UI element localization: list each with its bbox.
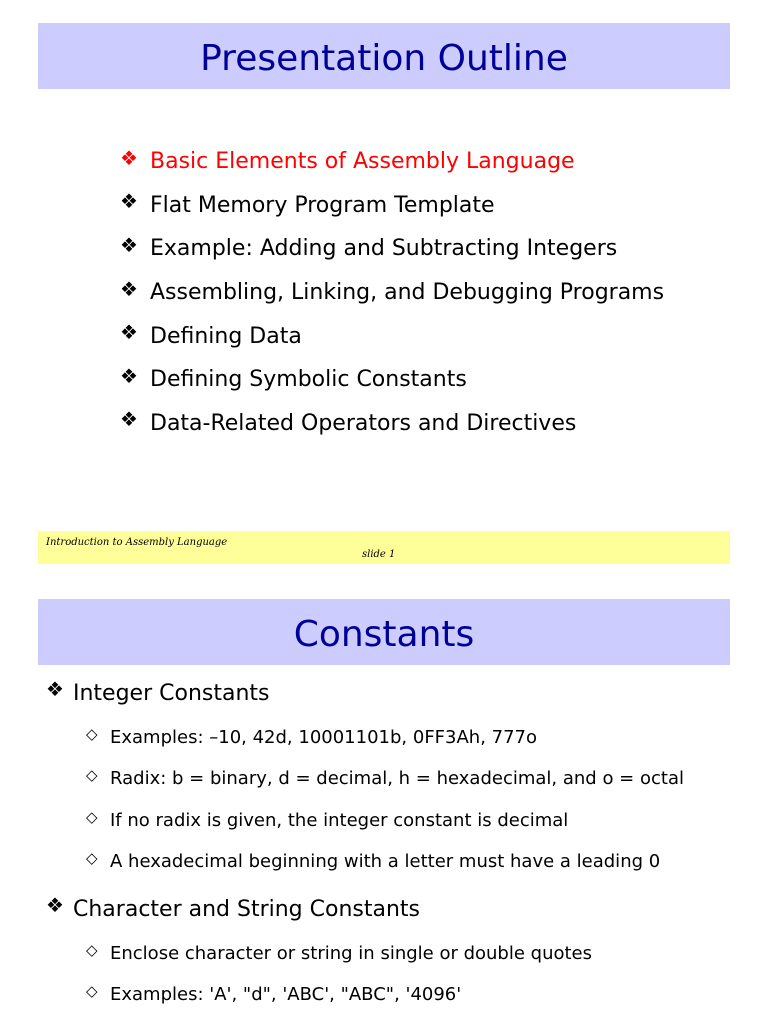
- section-heading: [46, 676, 270, 710]
- footer-slide-number: slide 1: [362, 549, 396, 560]
- outline-item-label: Defining Data: [150, 323, 302, 349]
- list-item: [86, 763, 684, 793]
- list-item-label: Examples: 'A', "d", 'ABC', "ABC", '4096': [110, 983, 462, 1005]
- outline-item: [120, 184, 664, 228]
- outline-item: [120, 358, 664, 402]
- slide-footer: [38, 531, 730, 564]
- list-item: [86, 722, 537, 752]
- outline-list: [120, 140, 664, 445]
- hollow-diamond-bullet-icon: ◇: [86, 849, 98, 867]
- list-item: [86, 979, 461, 1009]
- diamond-bullet-icon: ❖: [120, 145, 138, 170]
- outline-item: [120, 314, 664, 358]
- hollow-diamond-bullet-icon: ◇: [86, 941, 98, 959]
- hollow-diamond-bullet-icon: ◇: [86, 766, 98, 784]
- hollow-diamond-bullet-icon: ◇: [86, 725, 98, 743]
- outline-item-label: Data-Related Operators and Directives: [150, 410, 577, 436]
- section-heading: [46, 892, 420, 926]
- slide2-title-bar: [38, 599, 730, 665]
- hollow-diamond-bullet-icon: ◇: [86, 808, 98, 826]
- list-item-label: A hexadecimal beginning with a letter must have a leading 0: [110, 850, 661, 872]
- outline-item: [120, 227, 664, 271]
- diamond-bullet-icon: ❖: [120, 189, 138, 214]
- slide1-title: Presentation Outline: [200, 37, 568, 79]
- diamond-bullet-icon: ❖: [120, 363, 138, 388]
- diamond-bullet-icon: ❖: [46, 893, 64, 917]
- list-item: [86, 805, 568, 835]
- outline-item: [120, 402, 664, 446]
- outline-item-label: Example: Adding and Subtracting Integers: [150, 236, 618, 262]
- diamond-bullet-icon: ❖: [120, 320, 138, 345]
- list-item: [86, 846, 660, 876]
- diamond-bullet-icon: ❖: [46, 677, 64, 701]
- outline-item: [120, 271, 664, 315]
- list-item-label: Radix: b = binary, d = decimal, h = hexadecimal, and o = octal: [110, 767, 684, 789]
- hollow-diamond-bullet-icon: ◇: [86, 982, 98, 1000]
- list-item-label: Enclose character or string in single or double quotes: [110, 942, 593, 964]
- diamond-bullet-icon: ❖: [120, 276, 138, 301]
- list-item: [86, 938, 592, 968]
- diamond-bullet-icon: ❖: [120, 232, 138, 257]
- outline-item-label: Assembling, Linking, and Debugging Programs: [150, 280, 665, 306]
- outline-item-label: Flat Memory Program Template: [150, 192, 495, 218]
- slide1-title-bar: [38, 23, 730, 89]
- diamond-bullet-icon: ❖: [120, 407, 138, 432]
- list-item-label: Examples: –10, 42d, 10001101b, 0FF3Ah, 777o: [110, 726, 538, 748]
- outline-item-label: Defining Symbolic Constants: [150, 367, 467, 393]
- outline-item: [120, 140, 664, 184]
- outline-item-label: Basic Elements of Assembly Language: [150, 149, 575, 175]
- section-heading-label: Integer Constants: [73, 680, 270, 706]
- section-heading-label: Character and String Constants: [73, 896, 421, 922]
- list-item-label: If no radix is given, the integer constant is decimal: [110, 809, 569, 831]
- slide2-title: Constants: [293, 613, 475, 655]
- footer-course-title: Introduction to Assembly Language: [46, 537, 228, 548]
